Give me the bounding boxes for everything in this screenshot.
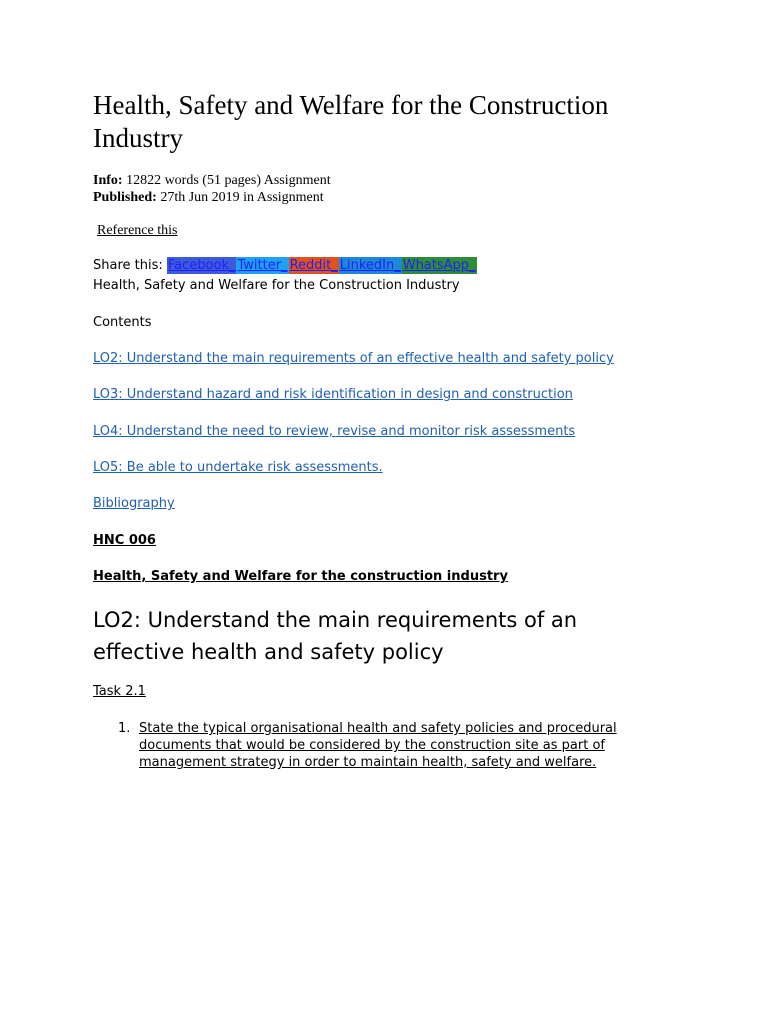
share-linkedin-button[interactable]: LinkedIn_ bbox=[339, 258, 401, 273]
course-code: HNC 006 bbox=[93, 533, 156, 548]
toc-link-lo2[interactable]: LO2: Understand the main requirements of an effective health and safety policy bbox=[93, 351, 614, 366]
toc-link-lo3[interactable]: LO3: Understand hazard and risk identification in design and construction bbox=[93, 387, 573, 402]
document-title: Health, Safety and Welfare for the Construction Industry bbox=[93, 90, 609, 153]
document-subtitle: Health, Safety and Welfare for the Construction Industry bbox=[93, 278, 460, 293]
info-value: 12822 words (51 pages) Assignment bbox=[122, 173, 331, 188]
published-line bbox=[93, 189, 324, 206]
course-title: Health, Safety and Welfare for the construction industry bbox=[93, 569, 508, 584]
list-item-text: State the typical organisational health and safety policies and procedural documents that would be considered by the construction site as part of management strategy in order to maintain health, safety and welfare. bbox=[139, 721, 617, 770]
share-facebook-button[interactable]: Facebook_ bbox=[167, 258, 236, 273]
share-twitter-button[interactable]: Twitter_ bbox=[237, 258, 288, 273]
published-value: 27th Jun 2019 in Assignment bbox=[156, 190, 324, 205]
task-label: Task 2.1 bbox=[93, 684, 146, 699]
share-bar bbox=[93, 257, 477, 274]
list-number: 1. bbox=[118, 721, 131, 736]
share-whatsapp-button[interactable]: WhatsApp_ bbox=[402, 258, 476, 273]
toc-link-bibliography[interactable]: Bibliography bbox=[93, 496, 175, 511]
toc-link-lo4[interactable]: LO4: Understand the need to review, revise and monitor risk assessments bbox=[93, 424, 576, 439]
section-heading: LO2: Understand the main requirements of an effective health and safety policy bbox=[93, 608, 578, 664]
share-reddit-button[interactable]: Reddit_ bbox=[289, 258, 338, 273]
reference-this-link[interactable]: Reference this bbox=[97, 223, 178, 238]
contents-heading: Contents bbox=[93, 315, 152, 330]
share-buttons bbox=[167, 258, 477, 273]
toc-link-lo5[interactable]: LO5: Be able to undertake risk assessments. bbox=[93, 460, 383, 475]
info-line bbox=[93, 172, 331, 189]
info-label: Info: bbox=[93, 173, 123, 188]
share-label: Share this: bbox=[93, 258, 167, 273]
published-label: Published: bbox=[93, 190, 157, 205]
